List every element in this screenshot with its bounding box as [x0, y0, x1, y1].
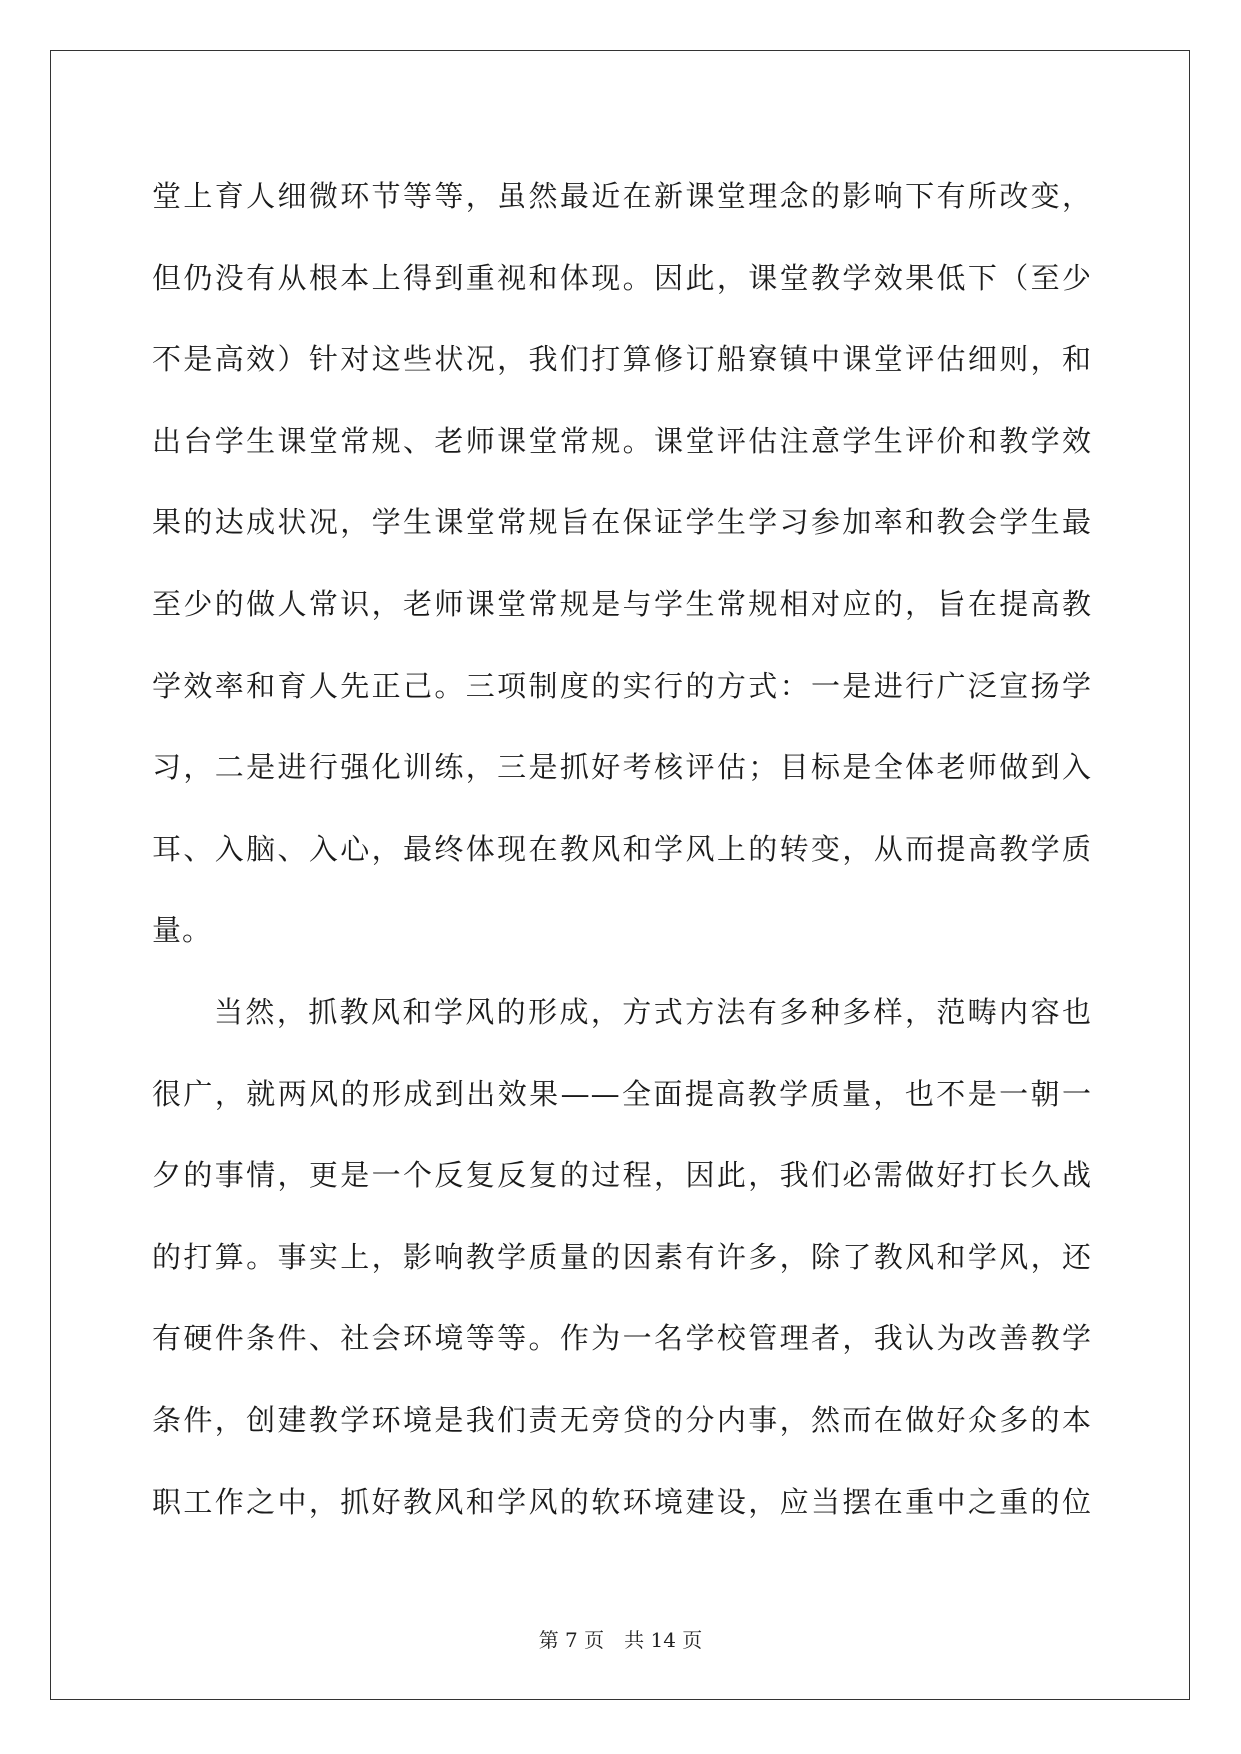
paragraph-start-line: 当然，抓教风和学风的形成，方式方法有多种多样，范畴内容也	[214, 994, 1092, 1029]
text-line: 至少的做人常识，老师课堂常规是与学生常规相对应的，旨在提高教	[152, 586, 1092, 621]
text-line: 职工作之中，抓好教风和学风的软环境建设，应当摆在重中之重的位	[152, 1484, 1092, 1519]
text-line: 堂上育人细微环节等等，虽然最近在新课堂理念的影响下有所改变，	[152, 179, 1092, 213]
text-line: 习，二是进行强化训练，三是抓好考核评估；目标是全体老师做到入	[152, 750, 1092, 785]
document-body	[152, 156, 1092, 1543]
text-line: 夕的事情，更是一个反复反复的过程，因此，我们必需做好打长久战	[152, 1158, 1092, 1193]
text-line: 出台学生课堂常规、老师课堂常规。课堂评估注意学生评价和教学效	[152, 423, 1092, 458]
text-line: 的打算。事实上，影响教学质量的因素有许多，除了教风和学风，还	[152, 1239, 1092, 1274]
text-line: 学效率和育人先正己。三项制度的实行的方式：一是进行广泛宣扬学	[152, 668, 1092, 703]
text-line: 有硬件条件、社会环境等等。作为一名学校管理者，我认为改善教学	[152, 1321, 1092, 1356]
text-line: 很广，就两风的形成到出效果——全面提高教学质量，也不是一朝一	[152, 1076, 1092, 1111]
page-number-footer: 第 7 页 共 14 页	[538, 1628, 703, 1652]
text-line: 量。	[152, 913, 213, 948]
text-line: 不是高效）针对这些状况，我们打算修订船寮镇中课堂评估细则，和	[152, 342, 1092, 377]
text-line: 但仍没有从根本上得到重视和体现。因此，课堂教学效果低下（至少	[152, 260, 1092, 295]
text-line: 耳、入脑、入心，最终体现在教风和学风上的转变，从而提高教学质	[152, 831, 1092, 866]
text-line: 果的达成状况，学生课堂常规旨在保证学生学习参加率和教会学生最	[152, 505, 1092, 540]
text-line: 条件，创建教学环境是我们责无旁贷的分内事，然而在做好众多的本	[152, 1402, 1092, 1437]
